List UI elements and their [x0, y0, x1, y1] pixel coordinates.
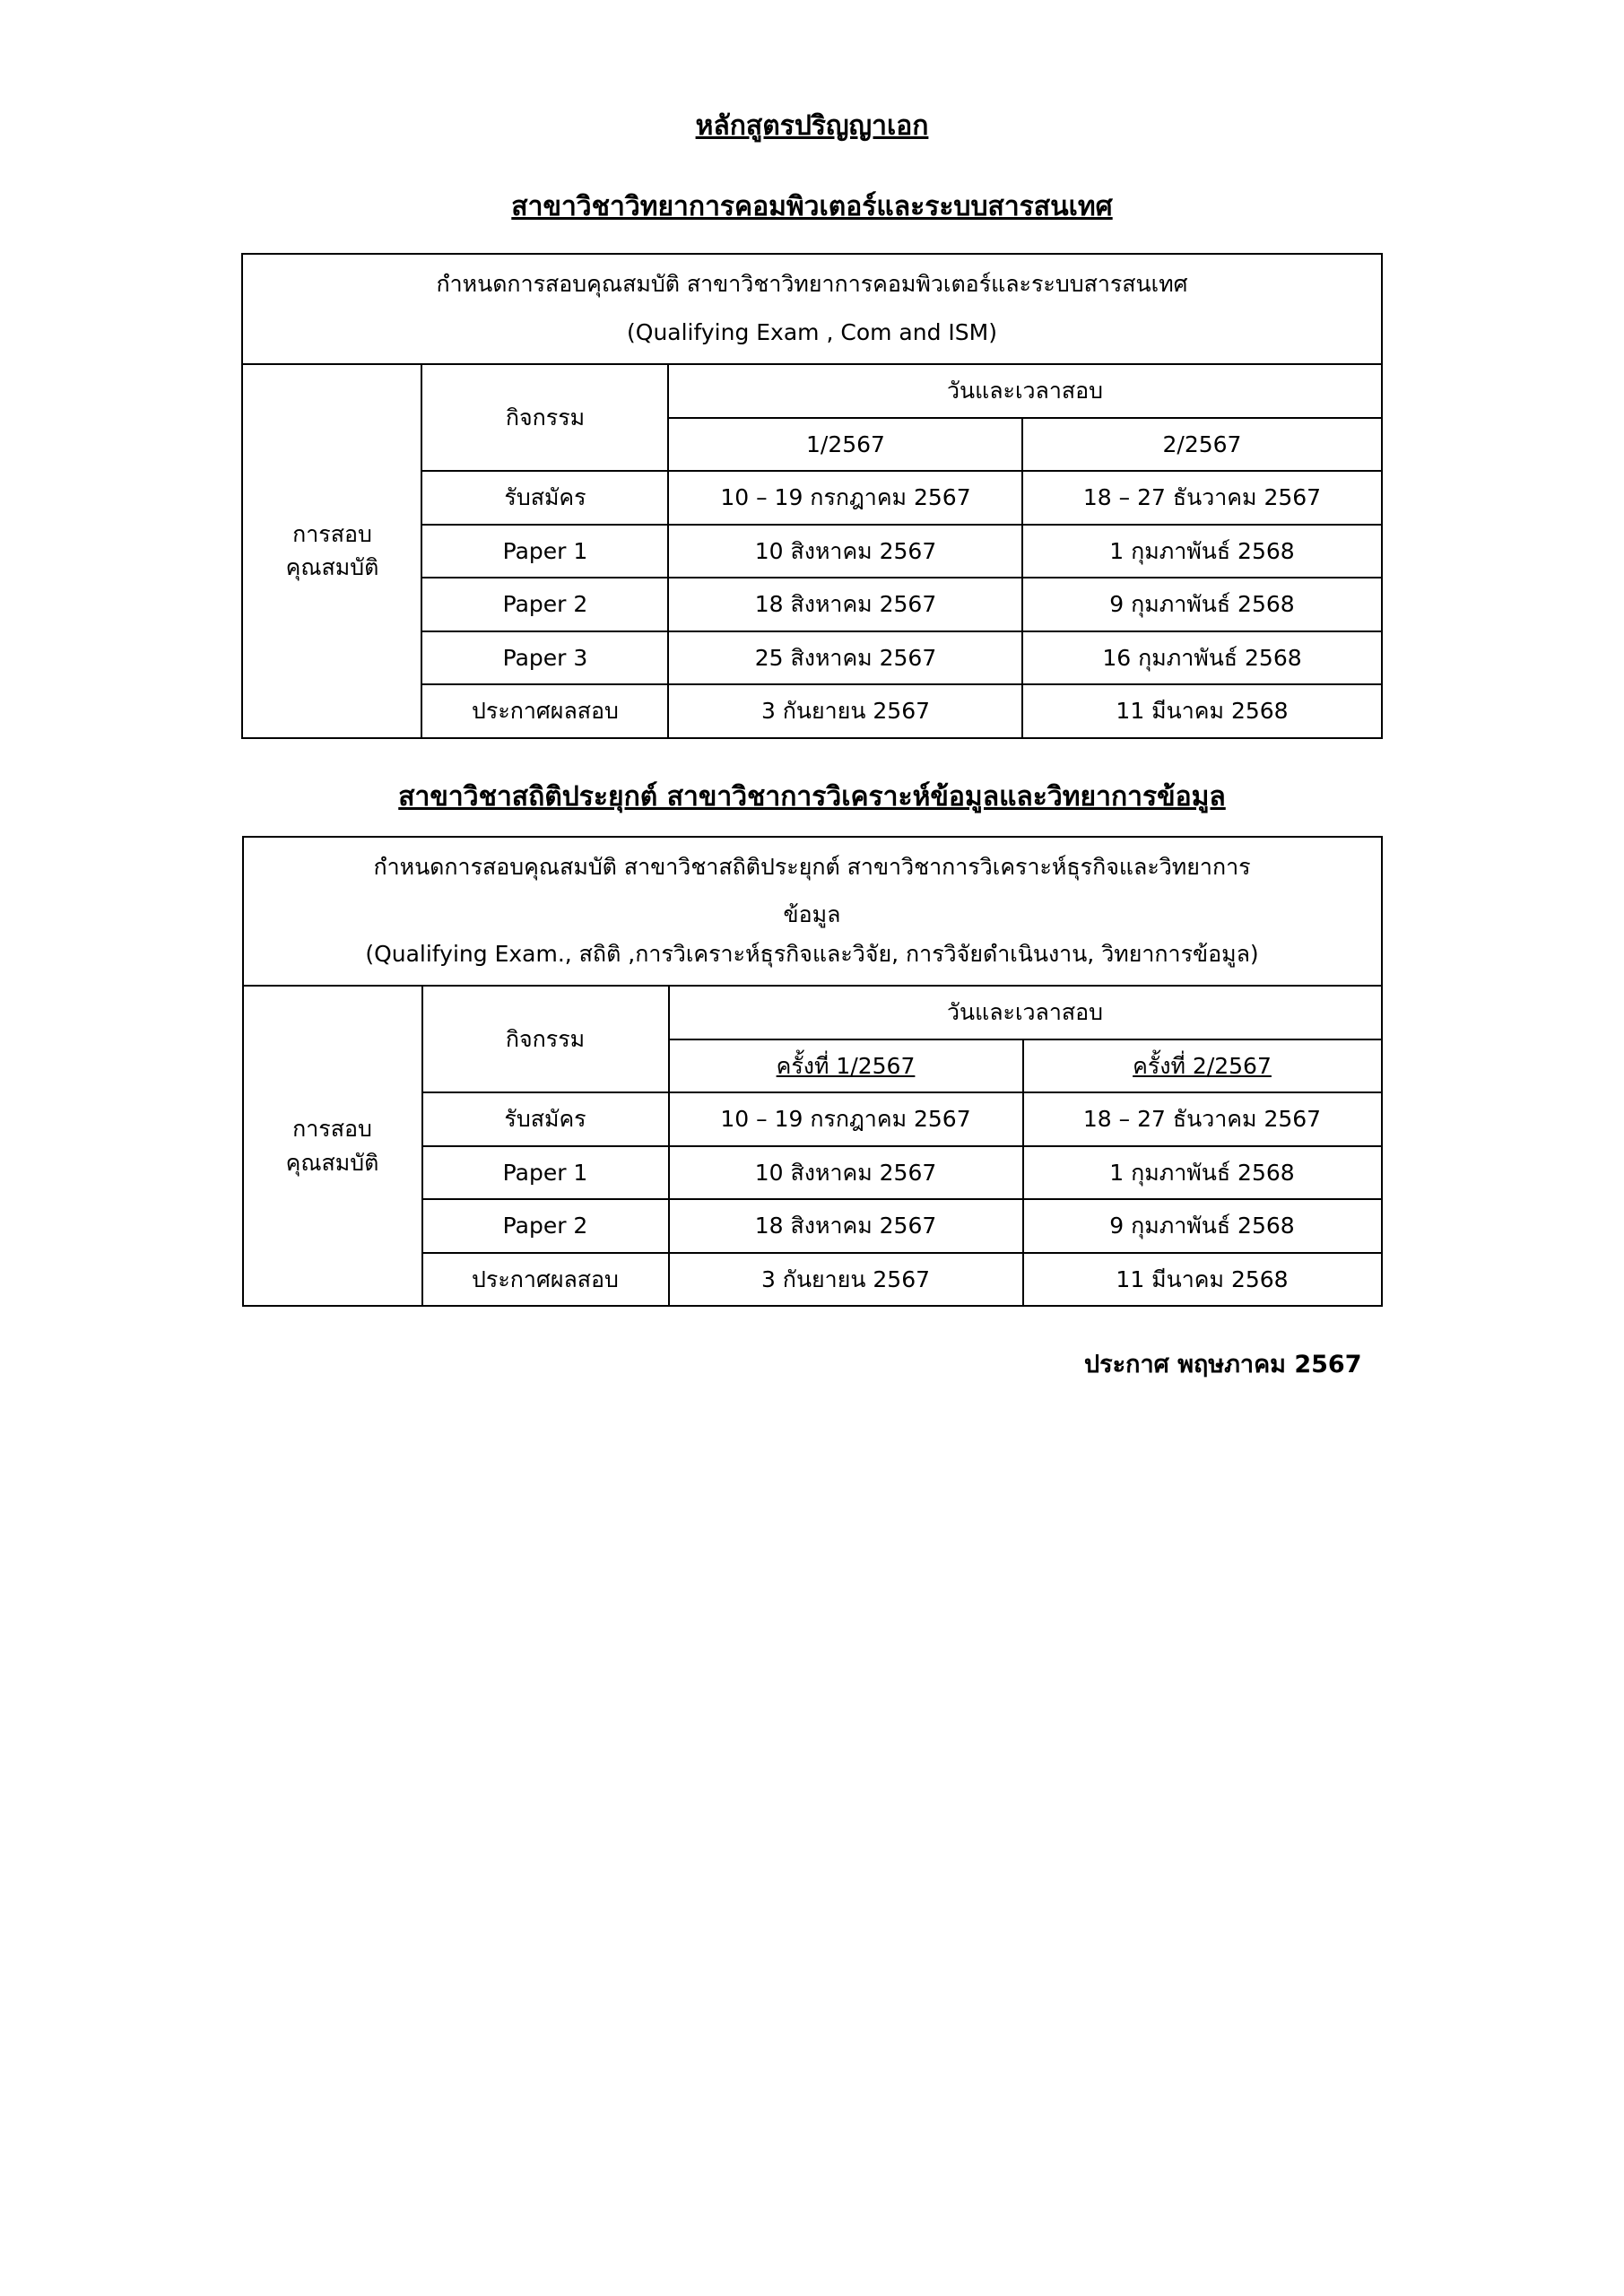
table2-round2-value: 11 มีนาคม 2568 [1023, 1253, 1382, 1307]
table1-round1-value: 10 สิงหาคม 2567 [668, 525, 1022, 578]
page-title: หลักสูตรปริญญาเอก [695, 110, 929, 142]
table1-round1-value: 3 กันยายน 2567 [668, 684, 1022, 738]
table2-activity: ประกาศผลสอบ [422, 1253, 669, 1307]
table2-activity: Paper 1 [422, 1146, 669, 1200]
table1-round1-value: 10 – 19 กรกฎาคม 2567 [668, 471, 1022, 525]
table2-activity: Paper 2 [422, 1199, 669, 1253]
page-subtitle: สาขาวิชาวิทยาการคอมพิวเตอร์และระบบสารสนเทศ [511, 191, 1113, 222]
table-header-row [243, 986, 1382, 1039]
table2-title-line3: (Qualifying Exam., สถิติ ,การวิเคราะห์ธุรกิจและวิจัย, การวิจัยดำเนินงาน, วิทยาการข้อมูล) [243, 932, 1382, 987]
table1-title-line2: (Qualifying Exam , Com and ISM) [242, 316, 1381, 365]
table1-row-label-line2: คุณสมบัติ [285, 554, 379, 581]
table2-round1-value: 10 – 19 กรกฎาคม 2567 [669, 1092, 1023, 1146]
table2-header-datetime: วันและเวลาสอบ [669, 986, 1382, 1039]
table2-row-label-line2: คุณสมบัติ [285, 1149, 379, 1176]
table1-round1-value: 25 สิงหาคม 2567 [668, 631, 1022, 685]
table2-row-label-line1: การสอบ [292, 1116, 372, 1142]
table-header-row [242, 364, 1381, 418]
table1-round1-value: 18 สิงหาคม 2567 [668, 578, 1022, 631]
table1-round2-value: 11 มีนาคม 2568 [1022, 684, 1381, 738]
table2-round1-value: 18 สิงหาคม 2567 [669, 1199, 1023, 1253]
table1-activity: Paper 3 [421, 631, 668, 685]
table2-round1-value: 10 สิงหาคม 2567 [669, 1146, 1023, 1200]
table1-header-activity: กิจกรรม [421, 364, 668, 471]
table-title-row-2 [243, 898, 1382, 932]
table1-row-label [242, 364, 421, 738]
document-content [230, 0, 1395, 1383]
table1-activity: รับสมัคร [421, 471, 668, 525]
table1-activity: ประกาศผลสอบ [421, 684, 668, 738]
table2-title-line2: ข้อมูล [243, 898, 1382, 932]
table2-header-round2: ครั้งที่ 2/2567 [1023, 1039, 1382, 1093]
table2-header-activity: กิจกรรม [422, 986, 669, 1092]
table2-round1-value: 3 กันยายน 2567 [669, 1253, 1023, 1307]
qualifying-exam-table-com-ism [241, 253, 1382, 739]
table2-activity: รับสมัคร [422, 1092, 669, 1146]
table1-header-round1: 1/2567 [668, 418, 1022, 472]
table1-round2-value: 1 กุมภาพันธ์ 2568 [1022, 525, 1381, 578]
table-title-row [243, 837, 1382, 899]
table1-round2-value: 18 – 27 ธันวาคม 2567 [1022, 471, 1381, 525]
table2-round2-value: 9 กุมภาพันธ์ 2568 [1023, 1199, 1382, 1253]
table1-row-label-line1: การสอบ [292, 520, 372, 547]
table-title-row [242, 254, 1381, 316]
section-heading-stat: สาขาวิชาสถิติประยุกต์ สาขาวิชาการวิเคราะห์ข้อมูลและวิทยาการข้อมูล [398, 780, 1226, 813]
table1-activity: Paper 2 [421, 578, 668, 631]
table2-row-label [243, 986, 422, 1306]
table1-activity: Paper 1 [421, 525, 668, 578]
table1-title-line1: กำหนดการสอบคุณสมบัติ สาขาวิชาวิทยาการคอมพิวเตอร์และระบบสารสนเทศ [242, 254, 1381, 316]
table2-round2-value: 18 – 27 ธันวาคม 2567 [1023, 1092, 1382, 1146]
table2-header-round1: ครั้งที่ 1/2567 [669, 1039, 1023, 1093]
table1-round2-value: 16 กุมภาพันธ์ 2568 [1022, 631, 1381, 685]
table2-title-line1: กำหนดการสอบคุณสมบัติ สาขาวิชาสถิติประยุกต์ สาขาวิชาการวิเคราะห์ธุรกิจและวิทยาการ [243, 837, 1382, 899]
table-title-row-2 [242, 316, 1381, 365]
table1-round2-value: 9 กุมภาพันธ์ 2568 [1022, 578, 1381, 631]
table-title-row-3 [243, 932, 1382, 987]
qualifying-exam-table-stat [242, 836, 1383, 1308]
announcement-note: ประกาศ พฤษภาคม 2567 [1084, 1351, 1362, 1378]
table1-header-datetime: วันและเวลาสอบ [668, 364, 1381, 418]
table2-round2-value: 1 กุมภาพันธ์ 2568 [1023, 1146, 1382, 1200]
table1-header-round2: 2/2567 [1022, 418, 1381, 472]
